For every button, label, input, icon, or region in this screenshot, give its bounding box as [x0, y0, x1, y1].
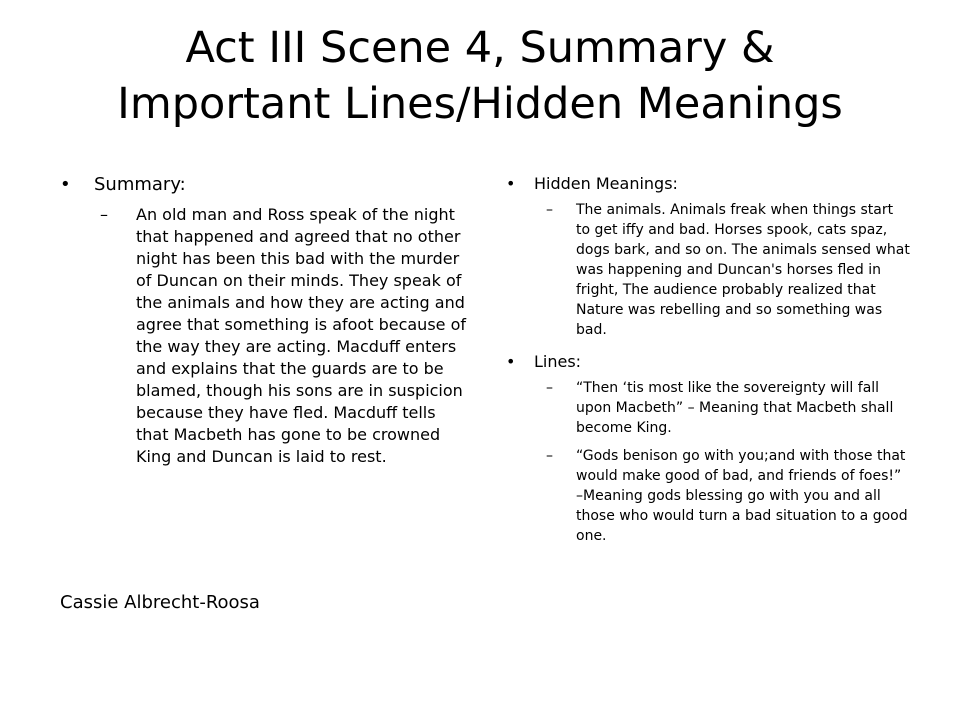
- dash-icon: –: [546, 202, 553, 218]
- quote-item-2: [506, 446, 910, 546]
- slide-title-line-2: Important Lines/Hidden Meanings: [117, 79, 843, 129]
- dash-icon: –: [546, 448, 553, 464]
- summary-heading: Summary:: [94, 174, 186, 195]
- summary-column: [60, 172, 468, 468]
- bullet-icon: •: [506, 352, 516, 371]
- bullet-icon: •: [506, 174, 516, 193]
- quote-text-1: “Then ‘tis most like the sovereignty will fall upon Macbeth” – Meaning that Macbeth shall become King.: [576, 380, 894, 436]
- dash-icon: –: [100, 205, 108, 224]
- quote-item-1: [506, 378, 910, 438]
- summary-text: An old man and Ross speak of the night that happened and agreed that no other night has been this bad with the murder of Duncan on their minds. They speak of the animals and how they are acting and agree that something is afoot because of the way they are acting. Macduff enters and explains that the guards are to be blamed, though his sons are in suspicion because they have fled. Macduff tells that Macbeth has gone to be crowned King and Duncan is laid to rest.: [136, 205, 467, 466]
- author-name: Cassie Albrecht-Roosa: [60, 592, 260, 613]
- quote-text-2: “Gods benison go with you;and with those that would make good of bad, and friends of foes!” –Meaning gods blessing go with you and all those who would turn a bad situation to a good one.: [576, 448, 908, 544]
- summary-bullet: [60, 172, 468, 198]
- lines-bullet: [506, 350, 910, 374]
- analysis-column: [506, 172, 910, 546]
- hidden-meanings-text: The animals. Animals freak when things start to get iffy and bad. Horses spook, cats spaz, dogs bark, and so on. The animals sensed what was happening and Duncan's horses fled in fright, The audience probably realized that Nature was rebelling and so something was bad.: [576, 202, 910, 338]
- slide-title-line-1: Act III Scene 4, Summary &: [185, 23, 775, 73]
- hidden-meanings-bullet: [506, 172, 910, 196]
- dash-icon: –: [546, 380, 553, 396]
- summary-text-item: [60, 204, 468, 468]
- hidden-meanings-heading: Hidden Meanings:: [534, 174, 678, 193]
- bullet-icon: •: [60, 174, 71, 195]
- slide-title: [40, 20, 920, 132]
- lines-heading: Lines:: [534, 352, 582, 371]
- hidden-meanings-item: [506, 200, 910, 340]
